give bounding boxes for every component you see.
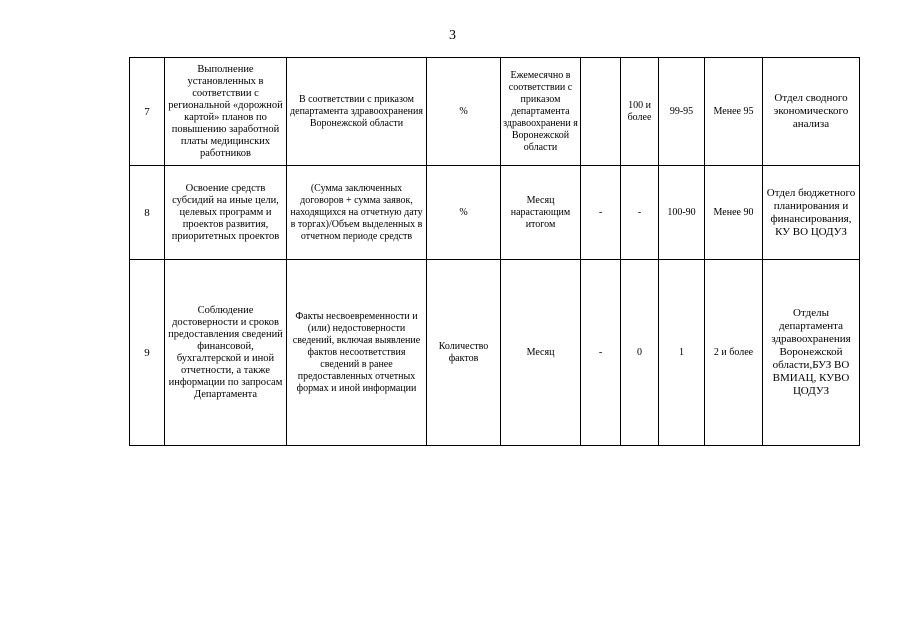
table-row [130,260,860,446]
value-cell: - [581,166,621,260]
value-cell: 99-95 [659,58,705,166]
responsible-unit: Отдел бюджетного планирования и финансирования, КУ ВО ЦОДУЗ [763,166,860,260]
value-cell: - [621,166,659,260]
period: Месяц [501,260,581,446]
value-cell: 1 [659,260,705,446]
indicator-name: Соблюдение достоверности и сроков предоставления сведений финансовой, бухгалтерской и иной отчетности, а также информации по запросам Департамента [165,260,287,446]
value-cell: 100-90 [659,166,705,260]
value-cell [581,58,621,166]
value-cell: 0 [621,260,659,446]
page-number: 3 [449,28,456,43]
row-number: 7 [130,58,165,166]
value-cell: 2 и более [705,260,763,446]
value-cell: Менее 90 [705,166,763,260]
value-cell: - [581,260,621,446]
table-row [130,166,860,260]
calculation-method: Факты несвоевременности и (или) недостоверности сведений, включая выявление фактов несоответствия сведений в ранее предоставленных отчетных формах и иной информации [287,260,427,446]
table-row [130,58,860,166]
calculation-method: В соответствии с приказом департамента здравоохранения Воронежской области [287,58,427,166]
unit: Количество фактов [427,260,501,446]
value-cell: Менее 95 [705,58,763,166]
calculation-method: (Сумма заключенных договоров + сумма заявок, находящихся на отчетную дату в торгах)/Объем выделенных в отчетном периоде средств [287,166,427,260]
unit: % [427,166,501,260]
row-number: 8 [130,166,165,260]
row-number: 9 [130,260,165,446]
unit: % [427,58,501,166]
period: Ежемесячно в соответствии с приказом департамента здравоохранени я Воронежской области [501,58,581,166]
value-cell: 100 и более [621,58,659,166]
indicator-name: Освоение средств субсидий на иные цели, целевых программ и проектов развития, приоритетных проектов [165,166,287,260]
indicator-name: Выполнение установленных в соответствии с региональной «дорожной картой» планов по повышению заработной платы медицинских работников [165,58,287,166]
indicators-table [129,57,860,446]
responsible-unit: Отдел сводного экономического анализа [763,58,860,166]
period: Месяц нарастающим итогом [501,166,581,260]
responsible-unit: Отделы департамента здравоохранения Воронежской области,БУЗ ВО ВМИАЦ, КУВО ЦОДУЗ [763,260,860,446]
